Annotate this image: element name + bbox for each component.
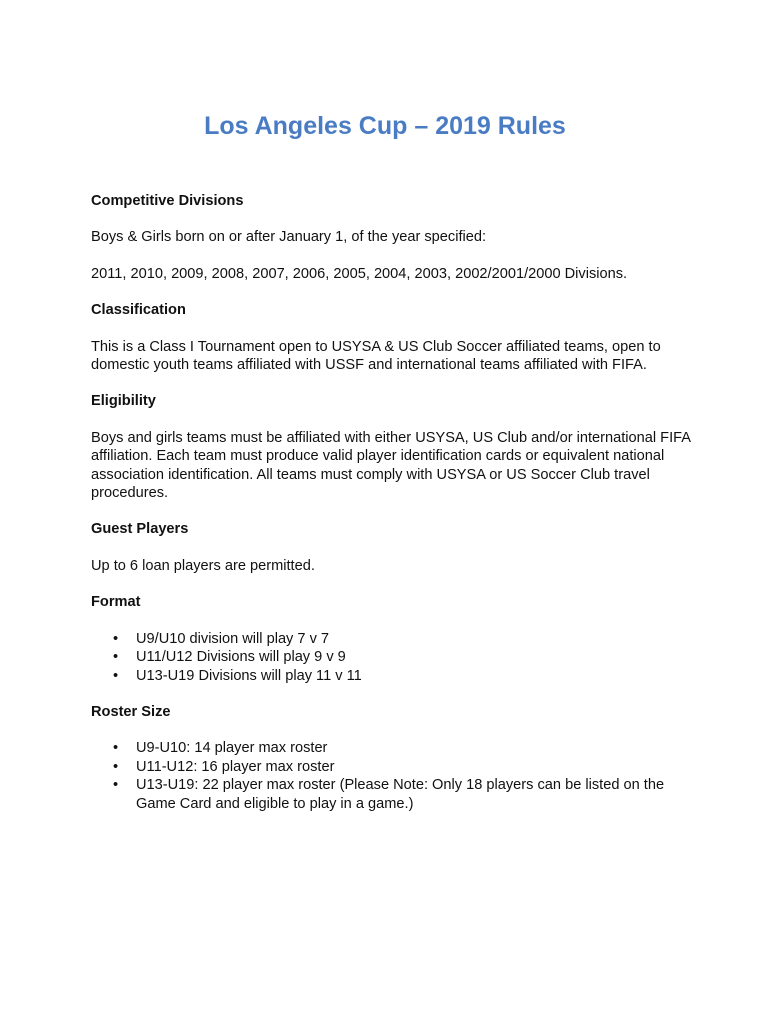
bullet-icon: • <box>113 667 119 684</box>
bullet-icon: • <box>113 777 119 794</box>
bullet-icon: • <box>113 630 119 647</box>
list-item <box>91 630 691 648</box>
format-item-text: U13-U19 Divisions will play 11 v 11 <box>136 667 362 684</box>
format-item-text: U11/U12 Divisions will play 9 v 9 <box>136 649 346 666</box>
paragraph-eligibility: Boys and girls teams must be affiliated with either USYSA, US Club and/or international FIFA affiliation. Each team must produce valid player identification cards or equivalent national association identification. All teams must comply with USYSA or US Soccer Club travel procedures. <box>91 429 691 502</box>
bullet-icon: • <box>113 649 119 666</box>
paragraph-classification: This is a Class I Tournament open to USYSA & US Club Soccer affiliated teams, open to domestic youth teams affiliated with USSF and international teams affiliated with FIFA. <box>91 338 661 374</box>
roster-item-text: U9-U10: 14 player max roster <box>136 740 328 757</box>
paragraph-divisions-list: 2011, 2010, 2009, 2008, 2007, 2006, 2005, 2004, 2003, 2002/2001/2000 Divisions. <box>91 265 628 282</box>
list-item <box>91 758 691 776</box>
format-item-text: U9/U10 division will play 7 v 7 <box>136 630 330 647</box>
heading-guest-players: Guest Players <box>91 521 189 538</box>
heading-format: Format <box>91 594 141 611</box>
list-item <box>91 739 691 757</box>
heading-eligibility: Eligibility <box>91 393 156 410</box>
heading-competitive-divisions: Competitive Divisions <box>91 193 244 209</box>
bullet-icon: • <box>113 758 119 775</box>
document-title: Los Angeles Cup – 2019 Rules <box>204 112 566 140</box>
list-item <box>91 648 691 666</box>
heading-classification: Classification <box>91 302 186 319</box>
list-item <box>91 667 691 685</box>
document-body <box>91 192 691 813</box>
roster-item-text: U11-U12: 16 player max roster <box>136 758 335 775</box>
paragraph-guest-players: Up to 6 loan players are permitted. <box>91 557 315 574</box>
format-list <box>91 630 691 685</box>
list-item <box>91 776 691 813</box>
paragraph-birth-year: Boys & Girls born on or after January 1, of the year specified: <box>91 229 487 246</box>
heading-roster-size: Roster Size <box>91 703 171 720</box>
roster-item-text: U13-U19: 22 player max roster (Please Note: Only 18 players can be listed on the Game Card and eligible to play in a game.) <box>136 777 665 812</box>
roster-size-list <box>91 739 691 813</box>
bullet-icon: • <box>113 740 119 757</box>
